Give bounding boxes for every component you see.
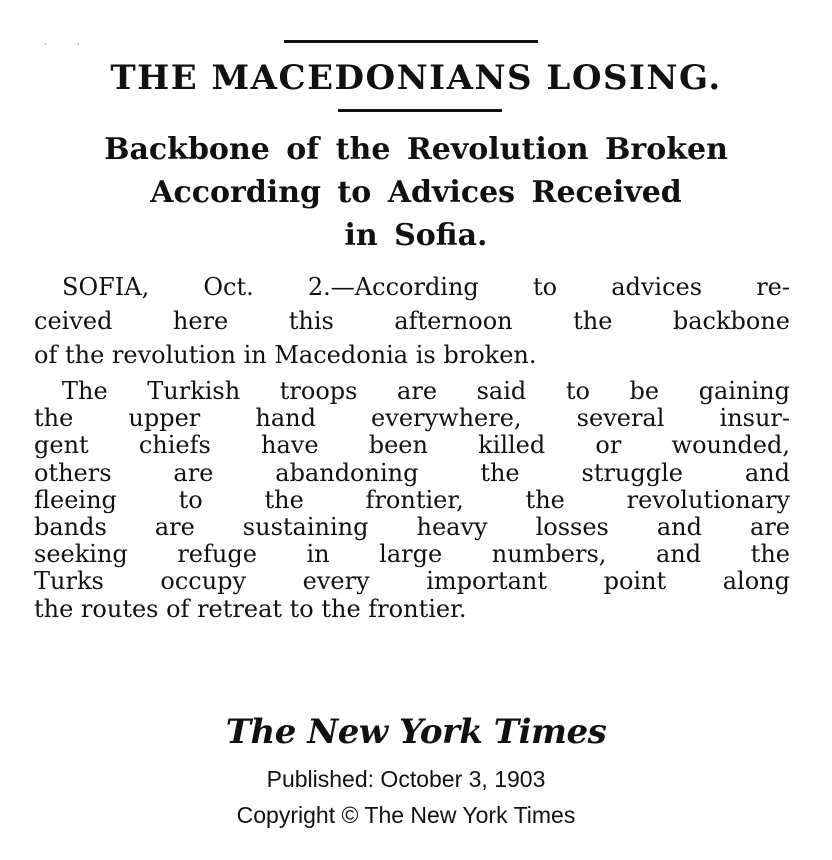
article-paragraph-1 [34,270,790,372]
paragraph-line: gent chiefs have been killed or wounded, [34,431,790,460]
paragraph-line: The Turkish troops are said to be gaining [62,377,790,405]
subhead-line: According to Advices Received [150,175,682,210]
paragraph-line: Turks occupy every important point along [34,567,790,596]
scan-specks: · · [44,40,94,49]
headline: THE MACEDONIANS LOSING. [110,58,722,98]
paragraph-line: the routes of retreat to the frontier. [34,594,467,623]
paragraph-line: SOFIA, Oct. 2.—According to advices re- [62,273,790,301]
copyright-notice: Copyright © The New York Times [236,802,576,828]
subhead-line: in Sofia. [344,218,488,253]
headline-rule [338,109,502,112]
paragraph-line: of the revolution in Macedonia is broken. [34,341,537,369]
article-paragraph-2 [34,378,790,623]
paragraph-line: the upper hand everywhere, several insur- [34,404,790,433]
top-rule [284,40,538,43]
paragraph-line: others are abandoning the struggle and [34,458,790,487]
subhead-line: Backbone of the Revolution Broken [104,132,728,167]
paragraph-line: seeking refuge in large numbers, and the [34,540,790,569]
nyt-logo: The New York Times [225,712,607,752]
subheadline [20,128,812,257]
paragraph-line: fleeing to the frontier, the revolutionary [34,485,790,514]
paragraph-line: bands are sustaining heavy losses and are [34,512,790,541]
paragraph-line: ceived here this afternoon the backbone [34,307,790,335]
published-date: Published: October 3, 1903 [266,766,546,792]
